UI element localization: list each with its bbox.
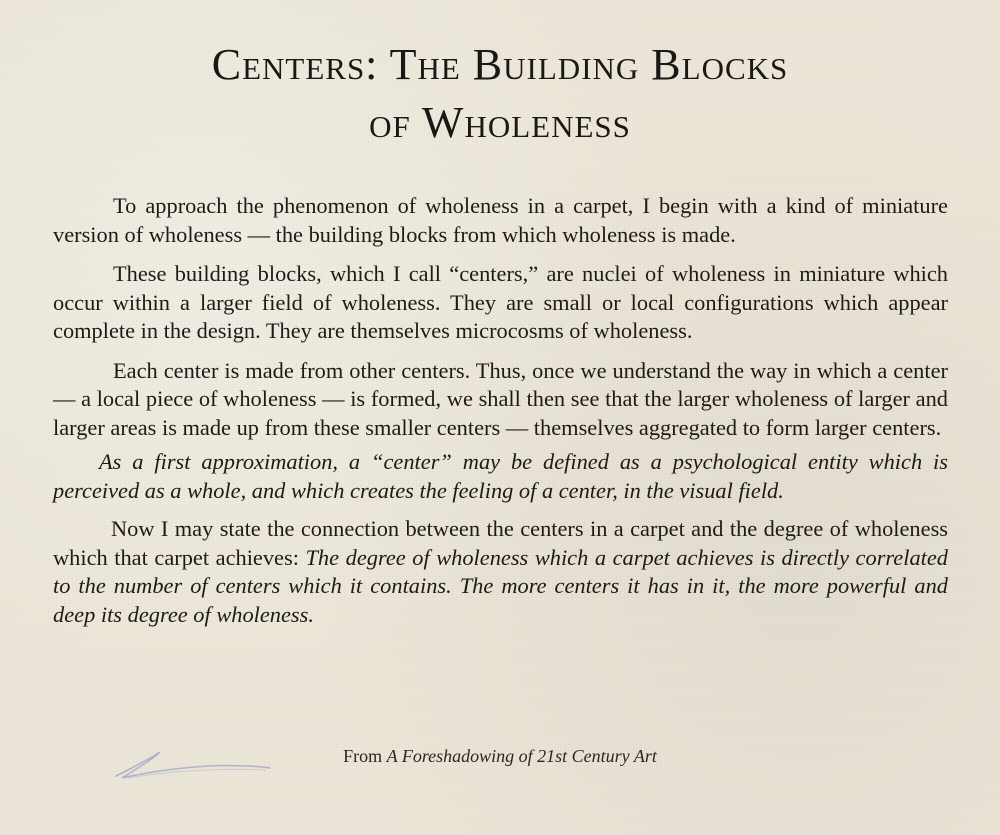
paragraph-1: To approach the phenomenon of wholeness in a carpet, I begin with a kind of miniature version of wholeness — the building blocks from which wholeness is made. [53,193,948,247]
page-title [0,36,1000,152]
credit-prefix: From [343,746,387,766]
paragraph-5-italic: The degree of wholeness which a carpet achieves is directly correlated to the number of centers which it contains. The more centers it has in it, the more powerful and deep its degree of wholeness. [53,544,948,627]
title-line-2: of Wholeness [369,98,631,147]
body-text [53,192,948,640]
paragraph-5-plain: Now I may state the connection between the centers in a carpet and the degree of wholeness which that carpet achieves: [53,516,948,570]
source-credit [0,746,1000,767]
paragraph-5 [53,515,948,629]
paragraph-4-definition: As a first approximation, a “center” may be defined as a psychological entity which is perceived as a whole, and which creates the feeling of a center, in the visual field. [53,449,948,503]
credit-source: A Foreshadowing of 21st Century Art [386,746,657,766]
paragraph-2: These building blocks, which I call “centers,” are nuclei of wholeness in miniature which occur within a larger field of wholeness. They are small or local configurations which appear complete in the design. They are themselves microcosms of wholeness. [53,261,948,343]
title-line-1: Centers: The Building Blocks [211,40,789,89]
paragraph-3: Each center is made from other centers. Thus, once we understand the way in which a center — a local piece of wholeness — is formed, we shall then see that the larger wholeness of larger and larger areas is made up from these smaller centers — themselves aggregated to form larger centers. [53,357,948,440]
